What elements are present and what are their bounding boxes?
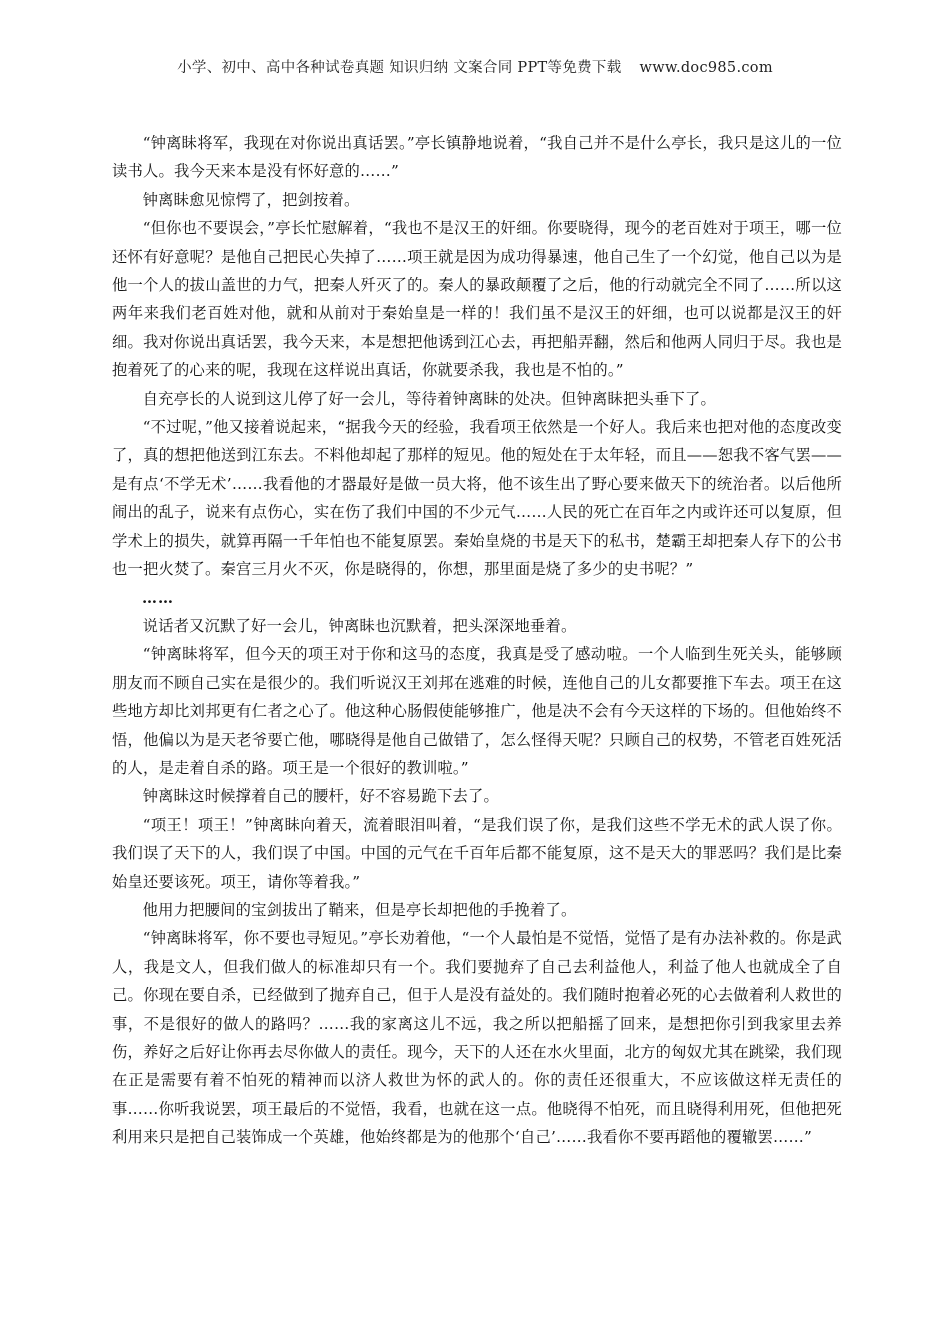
paragraph: 他用力把腰间的宝剑拔出了鞘来，但是亭长却把他的手挽着了。 <box>142 900 577 919</box>
page-header <box>0 56 950 77</box>
paragraph: “但你也不要误会，”亭长忙慰解着，“我也不是汉王的奸细。你要晓得，现今的老百姓对于项王，哪一位还怀有好意呢？是他自己把民心失掉了……项王就是因为成功得暴速，他自己生了一个幻觉，他自己以为是他一个人的拔山盖世的力气，把秦人歼灭了的。秦人的暴政颠覆了之后，他的行动就完全不同了……所以这两年来我们老百姓对他，就和从前对于秦始皇是一样的！我们虽不是汉王的奸细，也可以说都是汉王的奸细。我对你说出真话罢，我今天来，本是想把他诱到江心去，再把船弄翻，然后和他两人同归于尽。我也是抱着死了的心来的呢，我现在这样说出真话，你就要杀我，我也是不怕的。” <box>112 219 842 380</box>
paragraph: “钟离眛将军，你不要也寻短见。”亭长劝着他，“一个人最怕是不觉悟，觉悟了是有办法补救的。你是武人，我是文人，但我们做人的标准却只有一个。我们要抛弃了自己去利益他人，利益了他人也就成全了自己。你现在要自杀，已经做到了抛弃自己，但于人是没有益处的。我们随时抱着必死的心去做着利人救世的事，不是很好的做人的路吗？……我的家离这儿不远，我之所以把船摇了回来，是想把你引到我家里去养伤，养好之后好让你再去尽你做人的责任。现今，天下的人还在水火里面，北方的匈奴尤其在跳梁，我们现在正是需要有着不怕死的精神而以济人救世为怀的武人的。你的责任还很重大，不应该做这样无责任的事……你听我说罢，项王最后的不觉悟，我看，也就在这一点。他晓得不怕死，而且晓得利用死，但他把死利用来只是把自己装饰成一个英雄，他始终都是为的他那个‘自己’……我看你不要再蹈他的覆辙罢……” <box>112 929 842 1147</box>
paragraph: “项王！项王！”钟离眛向着天，流着眼泪叫着，“是我们误了你，是我们这些不学无术的武人误了你。我们误了天下的人，我们误了中国。中国的元气在千百年后都不能复原，这不是天大的罪恶吗？我们是比秦始皇还要该死。项王，请你等着我。” <box>112 815 842 891</box>
paragraph: “钟离眛将军，我现在对你说出真话罢。”亭长镇静地说着，“我自己并不是什么亭长，我只是这儿的一位读书人。我今天来本是没有怀好意的……” <box>112 134 842 181</box>
article-body <box>112 129 842 1152</box>
paragraph: 钟离眛愈见惊愕了，把剑按着。 <box>142 190 360 209</box>
paragraph: 说话者又沉默了好一会儿，钟离眛也沉默着，把头深深地垂着。 <box>142 616 577 635</box>
header-text: 小学、初中、高中各种试卷真题 知识归纳 文案合同 PPT等免费下载 <box>177 60 622 76</box>
ellipsis-break: …… <box>142 588 174 607</box>
header-site-url[interactable]: www.doc985.com <box>639 60 773 76</box>
paragraph: 自充亭长的人说到这儿停了好一会儿，等待着钟离眛的处决。但钟离眛把头垂下了。 <box>142 389 716 408</box>
paragraph: “不过呢，”他又接着说起来，“据我今天的经验，我看项王依然是一个好人。我后来也把对他的态度改变了，真的想把他送到江东去。不料他却起了那样的短见。他的短处在于太年轻，而且——恕我不客气罢——是有点‘不学无术’……我看他的才器最好是做一员大将，他不该生出了野心要来做天下的统治者。以后他所闹出的乱子，说来有点伤心，实在伤了我们中国的不少元气……人民的死亡在百年之内或许还可以复原，但学术上的损失，就算再隔一千年怕也不能复原罢。秦始皇烧的书是天下的私书，楚霸王却把秦人存下的公书也一把火焚了。秦宫三月火不灭，你是晓得的，你想，那里面是烧了多少的史书呢？” <box>112 418 842 579</box>
paragraph: “钟离眛将军，但今天的项王对于你和这马的态度，我真是受了感动啦。一个人临到生死关头，能够顾朋友而不顾自己实在是很少的。我们听说汉王刘邦在逃难的时候，连他自己的儿女都要推下车去。项王在这些地方却比刘邦更有仁者之心了。他这种心肠假使能够推广，他是决不会有今天这样的下场的。但他始终不悟，他偏以为是天老爷要亡他，哪晓得是他自己做错了，怎么怪得天呢？只顾自己的权势，不管老百姓死活的人，是走着自杀的路。项王是一个很好的教训啦。” <box>112 645 842 777</box>
paragraph: 钟离眛这时候撑着自己的腰杆，好不容易跪下去了。 <box>142 787 500 806</box>
